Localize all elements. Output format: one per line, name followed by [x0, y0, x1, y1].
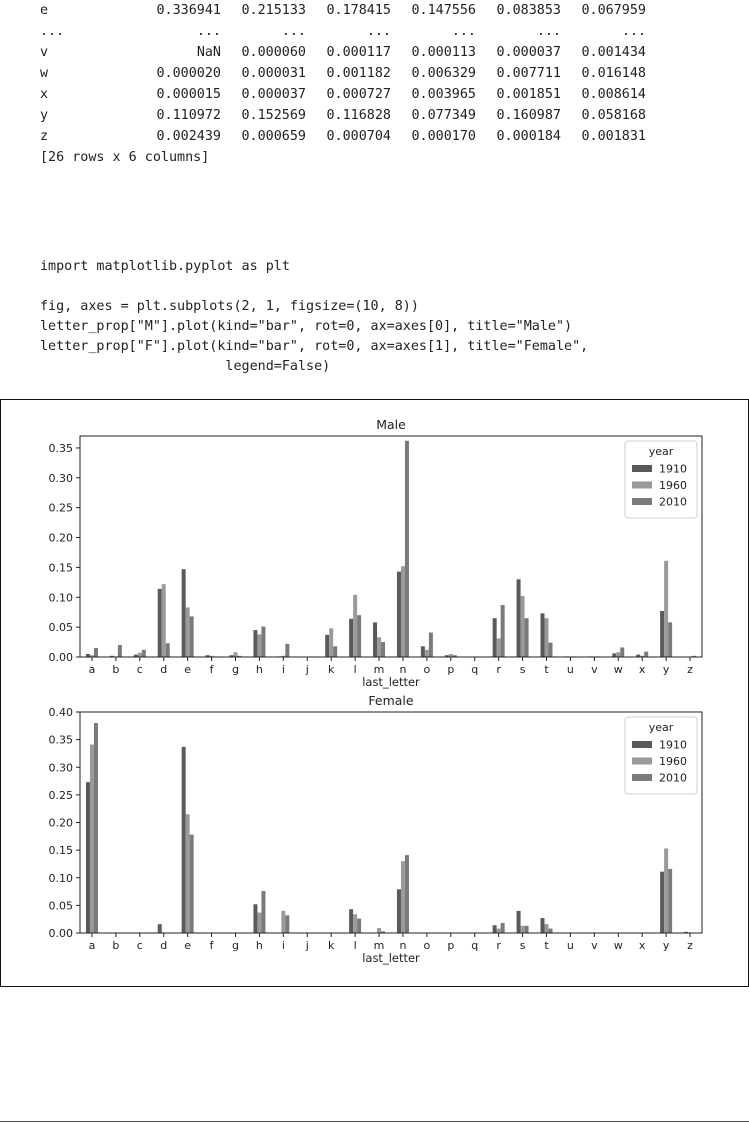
y-tick-label: 0.40	[48, 706, 73, 719]
bar-1960-k	[329, 628, 333, 657]
table-cell: 0.002439	[156, 129, 221, 144]
table-cell: 0.000031	[241, 66, 306, 81]
x-tick-label: p	[447, 663, 455, 676]
code-line: fig, axes = plt.subplots(2, 1, figsize=(10, 8))	[40, 299, 419, 314]
x-tick-label: g	[232, 939, 239, 952]
y-tick-label: 0.15	[48, 561, 73, 575]
bar-2010-l	[357, 615, 361, 657]
x-tick-label: c	[136, 663, 143, 676]
bar-2010-i	[285, 644, 289, 657]
legend-swatch-2010	[632, 498, 652, 505]
table-cell: 0.160987	[496, 108, 561, 123]
row-index: w	[40, 66, 49, 81]
bar-2010-x	[644, 652, 648, 657]
bar-1910-l	[349, 619, 353, 657]
x-tick-label: j	[305, 939, 309, 952]
bar-1910-r	[493, 618, 497, 657]
x-tick-label: b	[112, 939, 120, 952]
legend-label: 2010	[659, 495, 687, 509]
bar-1960-n	[401, 861, 405, 933]
bar-1910-t	[541, 613, 545, 657]
bar-2010-a	[94, 648, 98, 657]
x-tick-label: q	[471, 663, 479, 676]
x-tick-label: f	[209, 939, 214, 952]
x-tick-label: i	[281, 939, 285, 952]
table-cell: ...	[451, 24, 476, 39]
bar-1960-y	[664, 561, 668, 657]
bar-2010-k	[333, 646, 337, 657]
legend-title: year	[648, 445, 674, 458]
bar-2010-i	[285, 915, 289, 933]
y-tick-label: 0.20	[48, 816, 73, 830]
bar-1910-e	[182, 747, 186, 933]
bar-1910-k	[325, 635, 329, 657]
x-tick-label: e	[184, 663, 192, 676]
table-cell: 0.116828	[326, 108, 391, 123]
code-line	[40, 277, 588, 297]
bar-2010-y	[668, 869, 672, 933]
x-tick-label: z	[687, 939, 693, 952]
bar-2010-d	[166, 643, 170, 657]
bar-2010-s	[525, 926, 529, 933]
page-footer-rule	[0, 1121, 749, 1122]
row-index: e	[40, 3, 49, 18]
x-tick-label: x	[638, 939, 646, 952]
y-tick-label: 0.25	[48, 501, 73, 515]
table-cell: 0.000020	[156, 66, 221, 81]
bar-2010-m	[381, 642, 385, 657]
legend-label: 1910	[659, 462, 687, 476]
dataframe-shape: [26 rows x 6 columns]	[40, 150, 210, 165]
bar-1910-s	[517, 911, 521, 933]
bar-1910-n	[397, 889, 401, 933]
bar-1960-l	[353, 595, 357, 657]
table-cell: 0.001434	[581, 45, 646, 60]
bar-chart-figure	[1, 400, 748, 986]
legend-swatch-2010	[632, 774, 652, 781]
bar-2010-n	[405, 855, 409, 933]
legend-label: 1960	[659, 755, 687, 768]
code-line: import matplotlib.pyplot as plt	[40, 259, 290, 274]
bar-2010-s	[525, 618, 529, 657]
table-cell: 0.000184	[496, 129, 561, 144]
table-cell: 0.336941	[156, 3, 221, 18]
table-cell: 0.000117	[326, 45, 391, 60]
row-index: ...	[40, 24, 65, 39]
table-cell: ...	[281, 24, 306, 39]
bar-2010-n	[405, 441, 409, 657]
x-tick-label: q	[471, 939, 479, 952]
bar-1960-e	[186, 814, 190, 933]
table-cell: ...	[196, 24, 221, 39]
table-cell: 0.067959	[581, 3, 646, 18]
bar-2010-r	[501, 923, 505, 933]
legend-label: 2010	[659, 771, 687, 785]
code-line: letter_prop["M"].plot(kind="bar", rot=0, ax=axes[0], title="Male")	[40, 319, 573, 334]
x-tick-label: j	[305, 663, 309, 676]
table-cell: ...	[621, 24, 646, 39]
legend-swatch-1960	[632, 482, 652, 489]
bar-1960-m	[377, 637, 381, 657]
bar-1910-w	[612, 653, 616, 657]
table-cell: 0.001851	[496, 87, 561, 102]
table-cell: 0.003965	[411, 87, 476, 102]
table-row	[40, 42, 646, 63]
code-line: letter_prop["F"].plot(kind="bar", rot=0, ax=axes[1], title="Female",	[40, 339, 589, 354]
bar-2010-b	[118, 645, 122, 657]
table-cell: 0.008614	[581, 87, 646, 102]
bar-2010-t	[549, 643, 553, 657]
table-cell: 0.000015	[156, 87, 221, 102]
table-cell: 0.000170	[411, 129, 476, 144]
bar-1960-n	[401, 566, 405, 657]
bar-1960-l	[353, 914, 357, 933]
legend-swatch-1910	[632, 465, 652, 472]
x-tick-label: k	[328, 939, 335, 952]
bar-2010-h	[261, 627, 265, 657]
x-tick-label: h	[255, 939, 263, 952]
bar-1960-t	[545, 924, 549, 933]
table-row	[40, 0, 646, 21]
x-tick-label: l	[353, 663, 357, 676]
x-tick-label: d	[160, 939, 168, 952]
x-tick-label: x	[638, 663, 646, 676]
x-tick-label: n	[399, 939, 407, 952]
table-cell: 0.000704	[326, 129, 391, 144]
table-cell: 0.147556	[411, 3, 476, 18]
x-tick-label: r	[496, 663, 501, 676]
bar-1960-r	[497, 929, 501, 933]
y-tick-label: 0.30	[48, 471, 73, 485]
bar-1960-h	[257, 913, 261, 933]
row-index: v	[40, 45, 49, 60]
table-cell: 0.006329	[411, 66, 476, 81]
bar-1910-y	[660, 872, 664, 933]
y-tick-label: 0.00	[48, 651, 73, 664]
table-cell: 0.083853	[496, 3, 561, 18]
table-cell: 0.000113	[411, 45, 476, 60]
y-tick-label: 0.15	[48, 844, 73, 858]
bar-1910-y	[660, 611, 664, 657]
bar-2010-a	[94, 723, 98, 933]
x-tick-label: y	[662, 939, 670, 952]
bar-1910-n	[397, 572, 401, 657]
table-cell: 0.001831	[581, 129, 646, 144]
table-cell: 0.016148	[581, 66, 646, 81]
x-axis-label: last_letter	[362, 951, 420, 965]
axes-frame	[80, 436, 702, 657]
bar-1910-o	[421, 646, 425, 657]
x-tick-label: w	[613, 663, 623, 676]
x-tick-label: o	[423, 939, 431, 952]
axes-frame	[80, 712, 702, 933]
x-tick-label: y	[662, 663, 670, 676]
bar-2010-e	[190, 835, 194, 933]
x-tick-label: l	[353, 939, 357, 952]
x-tick-label: m	[373, 939, 385, 952]
y-tick-label: 0.10	[48, 591, 73, 605]
bar-1960-y	[664, 848, 668, 933]
bar-1960-g	[234, 652, 238, 657]
table-cell: 0.110972	[156, 108, 221, 123]
bar-1910-t	[541, 918, 545, 933]
bar-2010-w	[620, 647, 624, 657]
legend-label: 1910	[659, 738, 687, 752]
y-tick-label: 0.10	[48, 871, 73, 885]
y-tick-label: 0.20	[48, 531, 73, 545]
x-tick-label: o	[423, 663, 431, 676]
table-row	[40, 21, 646, 42]
x-tick-label: c	[136, 939, 143, 952]
legend-title: year	[648, 721, 674, 734]
row-index: z	[40, 129, 49, 144]
bar-1910-r	[493, 925, 497, 933]
table-cell: 0.000037	[241, 87, 306, 102]
table-cell: 0.000659	[241, 129, 306, 144]
code-block	[40, 257, 588, 377]
x-tick-label: w	[613, 939, 623, 952]
x-tick-label: i	[281, 663, 285, 676]
legend-label: 1960	[659, 479, 687, 492]
table-cell: 0.058168	[581, 108, 646, 123]
x-tick-label: u	[566, 939, 574, 952]
x-tick-label: k	[328, 663, 335, 676]
bar-1960-a	[90, 745, 94, 933]
bar-2010-o	[429, 633, 433, 657]
table-row	[40, 126, 646, 147]
table-cell: 0.077349	[411, 108, 476, 123]
bar-1910-e	[182, 569, 186, 657]
bar-2010-l	[357, 919, 361, 933]
bar-2010-e	[190, 616, 194, 657]
x-tick-label: d	[160, 663, 168, 676]
figure-frame	[0, 399, 749, 987]
bar-1960-i	[281, 911, 285, 933]
code-line: legend=False)	[40, 359, 331, 374]
x-tick-label: e	[184, 939, 192, 952]
bar-1910-s	[517, 579, 521, 657]
bar-2010-y	[668, 622, 672, 657]
row-index: x	[40, 87, 49, 102]
table-cell: 0.215133	[241, 3, 306, 18]
bar-1910-m	[373, 622, 377, 657]
bar-2010-t	[549, 929, 553, 933]
x-tick-label: b	[112, 663, 120, 676]
table-row	[40, 84, 646, 105]
bar-2010-c	[142, 650, 146, 657]
x-tick-label: u	[566, 663, 574, 676]
legend-swatch-1960	[632, 758, 652, 765]
table-cell: 0.178415	[326, 3, 391, 18]
y-tick-label: 0.00	[48, 927, 73, 940]
table-cell: 0.000037	[496, 45, 561, 60]
bar-1910-h	[253, 630, 257, 657]
x-tick-label: t	[544, 663, 549, 676]
x-tick-label: t	[544, 939, 549, 952]
legend-swatch-1910	[632, 741, 652, 748]
table-cell: 0.152569	[241, 108, 306, 123]
x-tick-label: h	[255, 663, 263, 676]
bar-1960-s	[521, 596, 525, 657]
y-tick-label: 0.35	[48, 733, 73, 747]
x-axis-label: last_letter	[362, 675, 420, 689]
bar-1960-s	[521, 926, 525, 933]
bar-1910-d	[158, 589, 162, 657]
bar-1960-e	[186, 607, 190, 657]
bar-1960-c	[138, 653, 142, 657]
bar-1910-h	[253, 904, 257, 933]
x-tick-label: v	[591, 939, 598, 952]
x-tick-label: s	[519, 663, 526, 676]
dataframe-output	[40, 0, 646, 168]
y-tick-label: 0.05	[48, 621, 73, 635]
bar-1910-a	[86, 782, 90, 933]
table-row	[40, 63, 646, 84]
x-tick-label: g	[232, 663, 239, 676]
table-cell: ...	[366, 24, 391, 39]
bar-1910-d	[158, 924, 162, 933]
table-cell: 0.000060	[241, 45, 306, 60]
bar-1960-m	[377, 928, 381, 933]
bar-1960-w	[616, 652, 620, 657]
x-tick-label: v	[591, 663, 598, 676]
bar-1960-r	[497, 638, 501, 657]
table-cell: 0.000727	[326, 87, 391, 102]
x-tick-label: r	[496, 939, 501, 952]
table-cell: 0.007711	[496, 66, 561, 81]
bar-1960-t	[545, 618, 549, 657]
x-tick-label: m	[373, 663, 385, 676]
bar-2010-r	[501, 605, 505, 657]
chart-title: Female	[368, 693, 414, 708]
table-cell: ...	[536, 24, 561, 39]
x-tick-label: a	[88, 663, 96, 676]
bar-1960-o	[425, 650, 429, 657]
x-tick-label: a	[88, 939, 96, 952]
table-cell: 0.001182	[326, 66, 391, 81]
x-tick-label: f	[209, 663, 214, 676]
y-tick-label: 0.35	[48, 441, 73, 455]
y-tick-label: 0.30	[48, 761, 73, 775]
table-cell: NaN	[196, 45, 221, 60]
table-row	[40, 105, 646, 126]
x-tick-label: p	[447, 939, 455, 952]
bar-1960-d	[162, 584, 166, 657]
bar-2010-h	[261, 891, 265, 933]
x-tick-label: z	[687, 663, 693, 676]
x-tick-label: s	[519, 939, 526, 952]
chart-title: Male	[376, 417, 406, 432]
bar-1960-h	[257, 634, 261, 657]
bar-1910-l	[349, 909, 353, 933]
x-tick-label: n	[399, 663, 407, 676]
y-tick-label: 0.25	[48, 788, 73, 802]
row-index: y	[40, 108, 49, 123]
y-tick-label: 0.05	[48, 899, 73, 913]
